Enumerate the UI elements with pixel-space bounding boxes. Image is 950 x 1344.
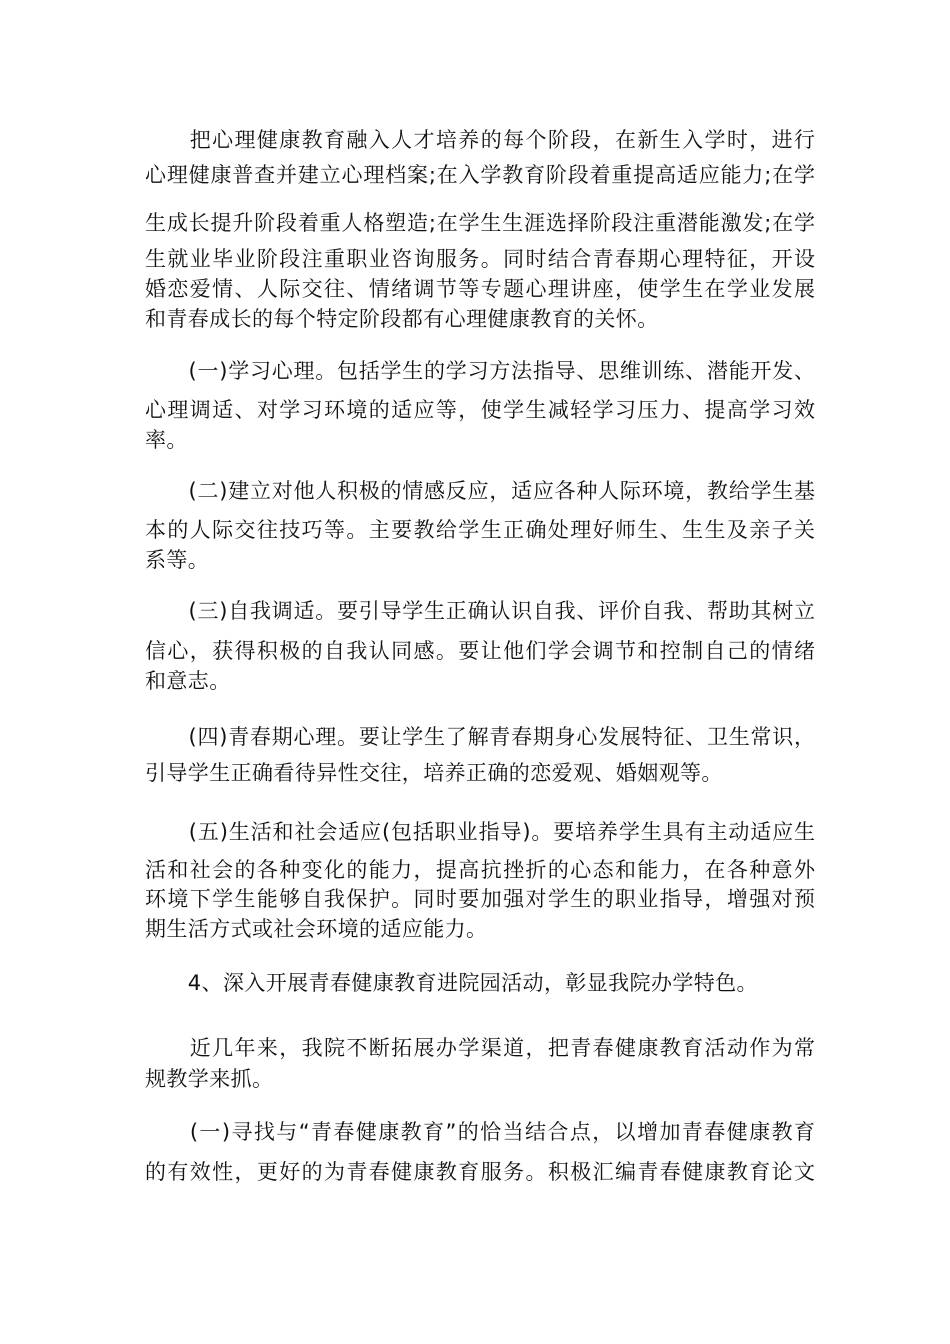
text-line: (三)自我调适。要引导学生正确认识自我、评价自我、帮助其树立 bbox=[145, 599, 815, 623]
text-line: 率。 bbox=[145, 428, 188, 452]
text-line: (五)生活和社会适应(包括职业指导)。要培养学生具有主动适应生 bbox=[145, 820, 815, 844]
text-line: 生就业毕业阶段注重职业咨询服务。同时结合青春期心理特征，开设 bbox=[145, 247, 815, 271]
text-line: 和意志。 bbox=[145, 669, 231, 693]
text-line: 引导学生正确看待异性交往，培养正确的恋爱观、婚姻观等。 bbox=[145, 761, 723, 785]
text-line: 婚恋爱情、人际交往、情绪调节等专题心理讲座，使学生在学业发展 bbox=[145, 277, 815, 301]
text-line: (四)青春期心理。要让学生了解青春期身心发展特征、卫生常识， bbox=[145, 725, 815, 749]
text-line: 环境下学生能够自我保护。同时要加强对学生的职业指导，增强对预 bbox=[145, 887, 815, 911]
text-line: 的有效性，更好的为青春健康教育服务。积极汇编青春健康教育论文 bbox=[145, 1160, 815, 1184]
text-line: 近几年来，我院不断拓展办学渠道，把青春健康教育活动作为常 bbox=[145, 1036, 815, 1060]
text-line: 系等。 bbox=[145, 548, 210, 572]
text-line: 心理健康普查并建立心理档案;在入学教育阶段着重提高适应能力;在学 bbox=[145, 163, 815, 187]
text-line: (一)学习心理。包括学生的学习方法指导、思维训练、潜能开发、 bbox=[145, 359, 815, 383]
text-line: (一)寻找与“青春健康教育”的恰当结合点，以增加青春健康教育 bbox=[145, 1120, 815, 1144]
text-line: 生成长提升阶段着重人格塑造;在学生生涯选择阶段注重潜能激发;在学 bbox=[145, 211, 815, 235]
text-line: 本的人际交往技巧等。主要教给学生正确处理好师生、生生及亲子关 bbox=[145, 518, 815, 542]
text-line: 信心，获得积极的自我认同感。要让他们学会调节和控制自己的情绪 bbox=[145, 639, 815, 663]
text-line: (二)建立对他人积极的情感反应，适应各种人际环境，教给学生基 bbox=[145, 479, 815, 503]
text-line: 和青春成长的每个特定阶段都有心理健康教育的关怀。 bbox=[145, 307, 659, 331]
text-line: 活和社会的各种变化的能力，提高抗挫折的心态和能力，在各种意外 bbox=[145, 858, 815, 882]
text-line: 期生活方式或社会环境的适应能力。 bbox=[145, 917, 488, 941]
text-line: 规教学来抓。 bbox=[145, 1067, 274, 1091]
text-line: 心理调适、对学习环境的适应等，使学生减轻学习压力、提高学习效 bbox=[145, 398, 815, 422]
text-line: 4、深入开展青春健康教育进院园活动，彰显我院办学特色。 bbox=[145, 971, 758, 995]
text-line: 把心理健康教育融入人才培养的每个阶段，在新生入学时，进行 bbox=[145, 128, 815, 152]
